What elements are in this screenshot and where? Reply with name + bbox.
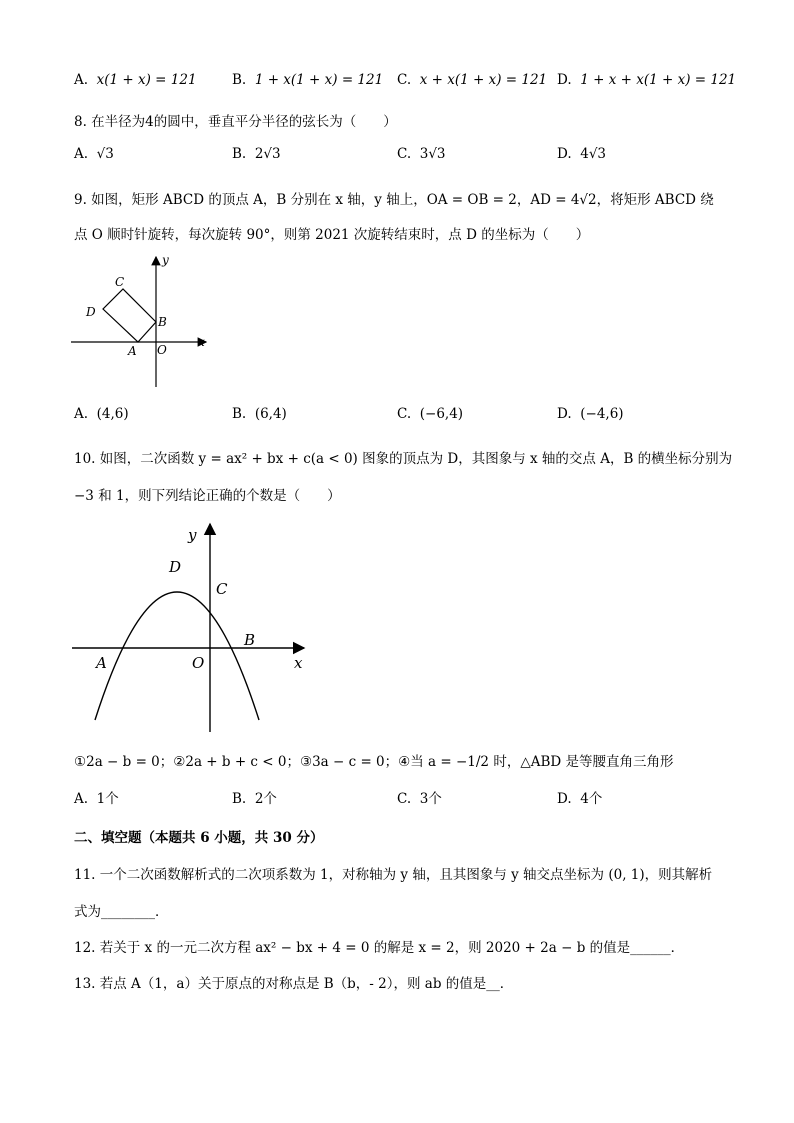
q9-stem-line2: 点 O 顺时针旋转，每次旋转 90°，则第 2021 次旋转结束时，点 D 的坐标为（ ）	[74, 227, 590, 243]
q10-label-y: y	[188, 526, 197, 544]
q10-label-o: O	[192, 654, 205, 672]
q10-option-a: A. 1个	[74, 791, 119, 807]
q9-option-a: A. (4,6)	[74, 406, 129, 422]
q9-stem-line1: 9. 如图，矩形 ABCD 的顶点 A，B 分别在 x 轴，y 轴上，OA = OB = 2，AD = 4√2，将矩形 ABCD 绕	[74, 192, 714, 208]
q7-option-b: B. 1 + x(1 + x) = 121	[232, 72, 384, 88]
q10-label-d: D	[169, 558, 182, 576]
q10-stem-line1: 10. 如图，二次函数 y = ax² + bx + c(a < 0) 图象的顶点为 D，其图象与 x 轴的交点 A，B 的横坐标分别为	[74, 451, 733, 467]
q11-line2: 式为________．	[74, 904, 169, 920]
q10-label-x: x	[294, 654, 303, 672]
q10-label-a: A	[96, 654, 107, 672]
q8-option-c: C. 3√3	[397, 146, 446, 162]
q11-line1: 11. 一个二次函数解析式的二次项系数为 1，对称轴为 y 轴，且其图象与 y 轴交点坐标为 (0, 1)，则其解析	[74, 867, 713, 883]
q7-option-d: D. 1 + x + x(1 + x) = 121	[557, 72, 737, 88]
q9-figure	[66, 252, 216, 392]
q7-option-c: C. x + x(1 + x) = 121	[397, 72, 548, 88]
q8-option-a: A. √3	[74, 146, 114, 162]
q8-option-b: B. 2√3	[232, 146, 281, 162]
q9-option-c: C. (−6,4)	[397, 406, 464, 422]
q9-label-d: D	[86, 305, 96, 319]
q10-option-c: C. 3个	[397, 791, 442, 807]
q8-stem: 8. 在半径为4的圆中，垂直平分半径的弦长为（ ）	[74, 114, 397, 130]
q8-option-d: D. 4√3	[557, 146, 607, 162]
q10-label-c: C	[216, 580, 228, 598]
q9-rectangle	[103, 289, 156, 342]
q13-line1: 13. 若点 A（1，a）关于原点的对称点是 B（b，- 2），则 ab 的值是__．	[74, 976, 514, 992]
q9-label-o: O	[157, 343, 167, 357]
q9-label-c: C	[115, 275, 125, 289]
q10-stem-line2: −3 和 1，则下列结论正确的个数是（ ）	[74, 488, 341, 504]
q10-figure	[68, 518, 318, 736]
q9-option-b: B. (6,4)	[232, 406, 287, 422]
q10-option-b: B. 2个	[232, 791, 277, 807]
q10-option-d: D. 4个	[557, 791, 603, 807]
q9-label-a: A	[128, 344, 137, 358]
q9-label-x: x	[198, 335, 205, 349]
section2-title: 二、填空题（本题共 6 小题，共 30 分）	[74, 830, 324, 846]
q10-conditions: ①2a − b = 0；②2a + b + c < 0；③3a − c = 0；④当 a = −1/2 时，△ABD 是等腰直角三角形	[74, 754, 674, 770]
q12-line1: 12. 若关于 x 的一元二次方程 ax² − bx + 4 = 0 的解是 x = 2，则 2020 + 2a − b 的值是______．	[74, 940, 685, 956]
q10-parabola	[95, 592, 259, 720]
q9-option-d: D. (−4,6)	[557, 406, 624, 422]
q9-label-b: B	[158, 315, 167, 329]
q9-label-y: y	[162, 253, 169, 267]
q10-label-b: B	[244, 631, 256, 649]
q7-option-a: A. x(1 + x) = 121	[74, 72, 197, 88]
